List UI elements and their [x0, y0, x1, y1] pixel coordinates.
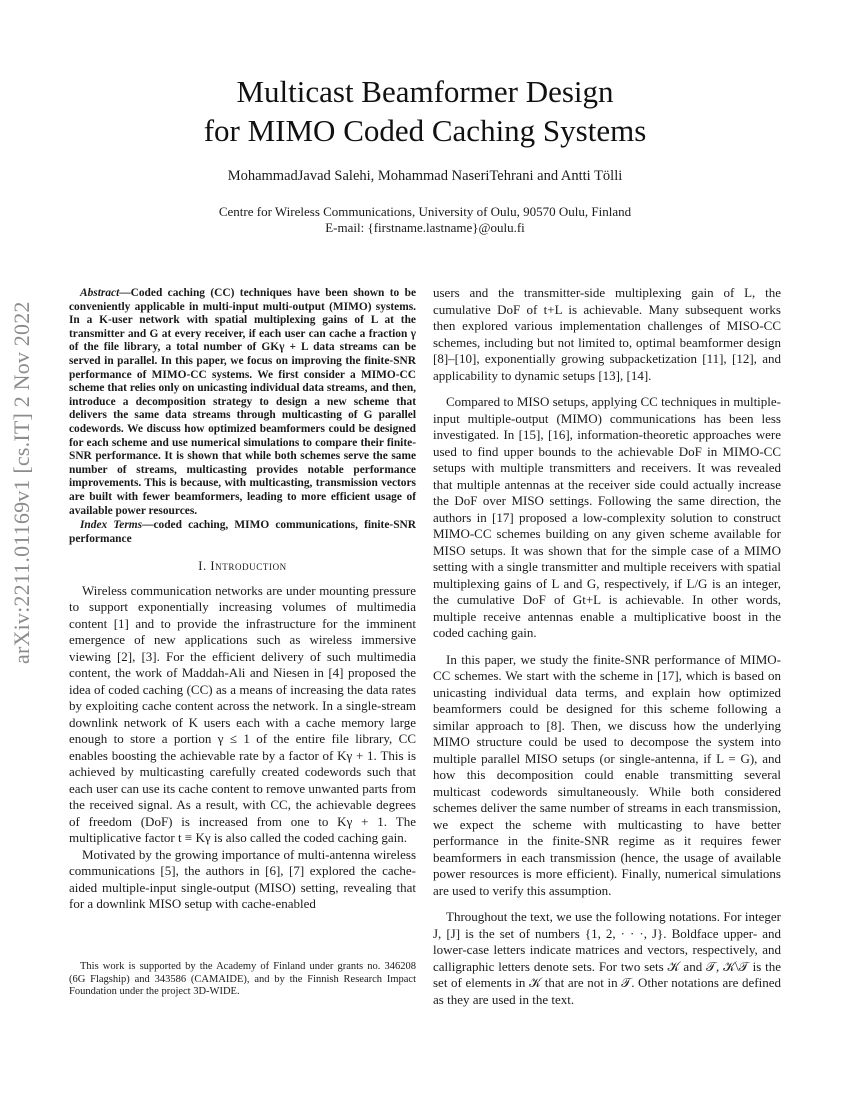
intro-paragraph-1: Wireless communication networks are under mounting pressure to support exponentially increasing volumes of multimedia content [1] and to provide the infrastructure for the imminent emergence of new applications such as wireless immersive viewing [2], [3]. For the efficient delivery of such multimedia content, the work of Maddah-Ali and Niesen in [4] proposed the idea of coded caching (CC) as a means of increasing the data rates by exploiting cache content across the network. In a single-stream downlink network of K users each with a cache memory large enough to store a portion γ ≤ 1 of the entire file library, CC enables boosting the achievable rate by a factor of Kγ + 1. This is achieved by multicasting carefully created codewords such that each user can use its cache content to remove unwanted parts from the received signal. As a result, with CC, the achievable degrees of freedom (DoF) is increased from one to Kγ + 1. The multiplicative factor t ≡ Kγ is also called the coded caching gain.: [69, 582, 416, 846]
intro-paragraph-2: Motivated by the growing importance of multi-antenna wireless communications [5], the authors in [6], [7] explored the cache-aided multiple-input single-output (MISO) setting, revealing that for a downlink MISO setup with cache-enabled: [69, 846, 416, 912]
abstract: [69, 287, 416, 518]
intro-paragraph-4: Compared to MISO setups, applying CC techniques in multiple-input multiple-output (MIMO) communications has been less investigated. In [15], [16], information-theoretic approaches were used to find upper bounds to the achievable DoF in MIMO-CC setups with multiple transmitters and receivers. It was revealed that multiple antennas at the receiver side could actually increase the DoF over MISO settings. Following the same direction, the authors in [17] proposed a low-complexity solution to construct MIMO-CC schemes building on any given scheme available for MISO setups. It was shown that for the simple case of a MIMO setting with a single transmitter and multiple receivers with spatial multiplexing gains of L and G, respectively, if L/G is an integer, the cumulative DoF of Gt+L is achievable. In other words, multiple receive antennas enable a multiplicative boost in the coded caching gain.: [433, 394, 781, 640]
abstract-label: Abstract: [80, 287, 120, 299]
arxiv-identifier: arXiv:2211.01169v1 [cs.IT] 2 Nov 2022: [9, 301, 34, 664]
intro-paragraph-3: users and the transmitter-side multiplexing gain of L, the cumulative DoF of t+L is achievable. Many subsequent works then explored various implementation challenges of MISO-CC schemes, including but not limited to, optimal beamformer design [8]–[10], exponentially growing subpacketization [11], [12], and applicability to dynamic setups [13], [14].: [433, 285, 781, 383]
abstract-text: —Coded caching (CC) techniques have been shown to be conveniently applicable in multi-input multi-output (MIMO) systems. In a K-user network with spatial multiplexing gains of L at the transmitter and G at every receiver, if each user can cache a fraction γ of the file library, a total number of GKγ + L data streams can be served in parallel. In this paper, we focus on improving the finite-SNR performance of MIMO-CC systems. We first consider a MIMO-CC scheme that relies only on unicasting individual data streams, and then, introduce a decomposition strategy to design a new scheme that delivers the same data streams through multicasting of G parallel codewords. We discuss how optimized beamformers could be designed for each scheme and use numerical simulations to compare their finite-SNR performance. It is shown that while both schemes serve the same number of streams, multicasting provides notable performance improvements. This is because, with multicasting, transmission vectors are built with fewer beamformers, leading to more efficient usage of available power resources.: [69, 287, 416, 517]
email: E-mail: {firstname.lastname}@oulu.fi: [325, 220, 525, 235]
paper-title: [100, 72, 750, 150]
index-terms-label: Index Terms: [80, 519, 143, 532]
left-column: [69, 287, 416, 913]
author-list: MohammadJavad Salehi, Mohammad NaseriTehrani and Antti Tölli: [227, 168, 623, 184]
index-terms-text: —coded caching, MIMO communications, finite-SNR performance: [69, 519, 416, 545]
affiliation-block: [100, 204, 750, 236]
footnote: This work is supported by the Academy of Finland under grants no. 346208 (6G Flagship) and 343586 (CAMAIDE), and by the Finnish Research Impact Foundation under the project 3D-WIDE.: [69, 961, 416, 997]
title-line-1: Multicast Beamformer Design: [236, 74, 614, 109]
affiliation: Centre for Wireless Communications, University of Oulu, 90570 Oulu, Finland: [218, 204, 632, 219]
intro-paragraph-6: Throughout the text, we use the following notations. For integer J, [J] is the set of numbers {1, 2, · · ·, J}. Boldface upper- and lower-case letters indicate matrices and vectors, respectively, and calligraphic letters denote sets. For two sets 𝒦 and 𝒯, 𝒦\𝒯 is the set of elements in 𝒦 that are not in 𝒯. Other notations are defined as they are used in the text.: [433, 909, 781, 1007]
intro-paragraph-5: In this paper, we study the finite-SNR performance of MIMO-CC schemes. We start with the scheme in [17], which is based on unicasting individual data terms, and explain how optimized beamformers could be designed for this scheme following a similar approach to [8]. Then, we discuss how the underlying MIMO structure could be used to decompose the system into multiple parallel MISO setups (or single-antenna, if L = G), and how this decomposition could enable transmitting several multicast codewords simultaneously. While both considered schemes deliver the same number of streams in each transmission, we expect the scheme with multicasting to have better performance in the finite-SNR regime as it requires fewer beamformers in each transmission (hence, the usage of available power resources is more efficient). Finally, numerical simulations are used to verify this assumption.: [433, 651, 781, 898]
index-terms: [69, 519, 416, 546]
right-column: [433, 285, 781, 1018]
section-heading-introduction: I. Introduction: [198, 559, 287, 574]
title-line-2: for MIMO Coded Caching Systems: [203, 113, 647, 148]
